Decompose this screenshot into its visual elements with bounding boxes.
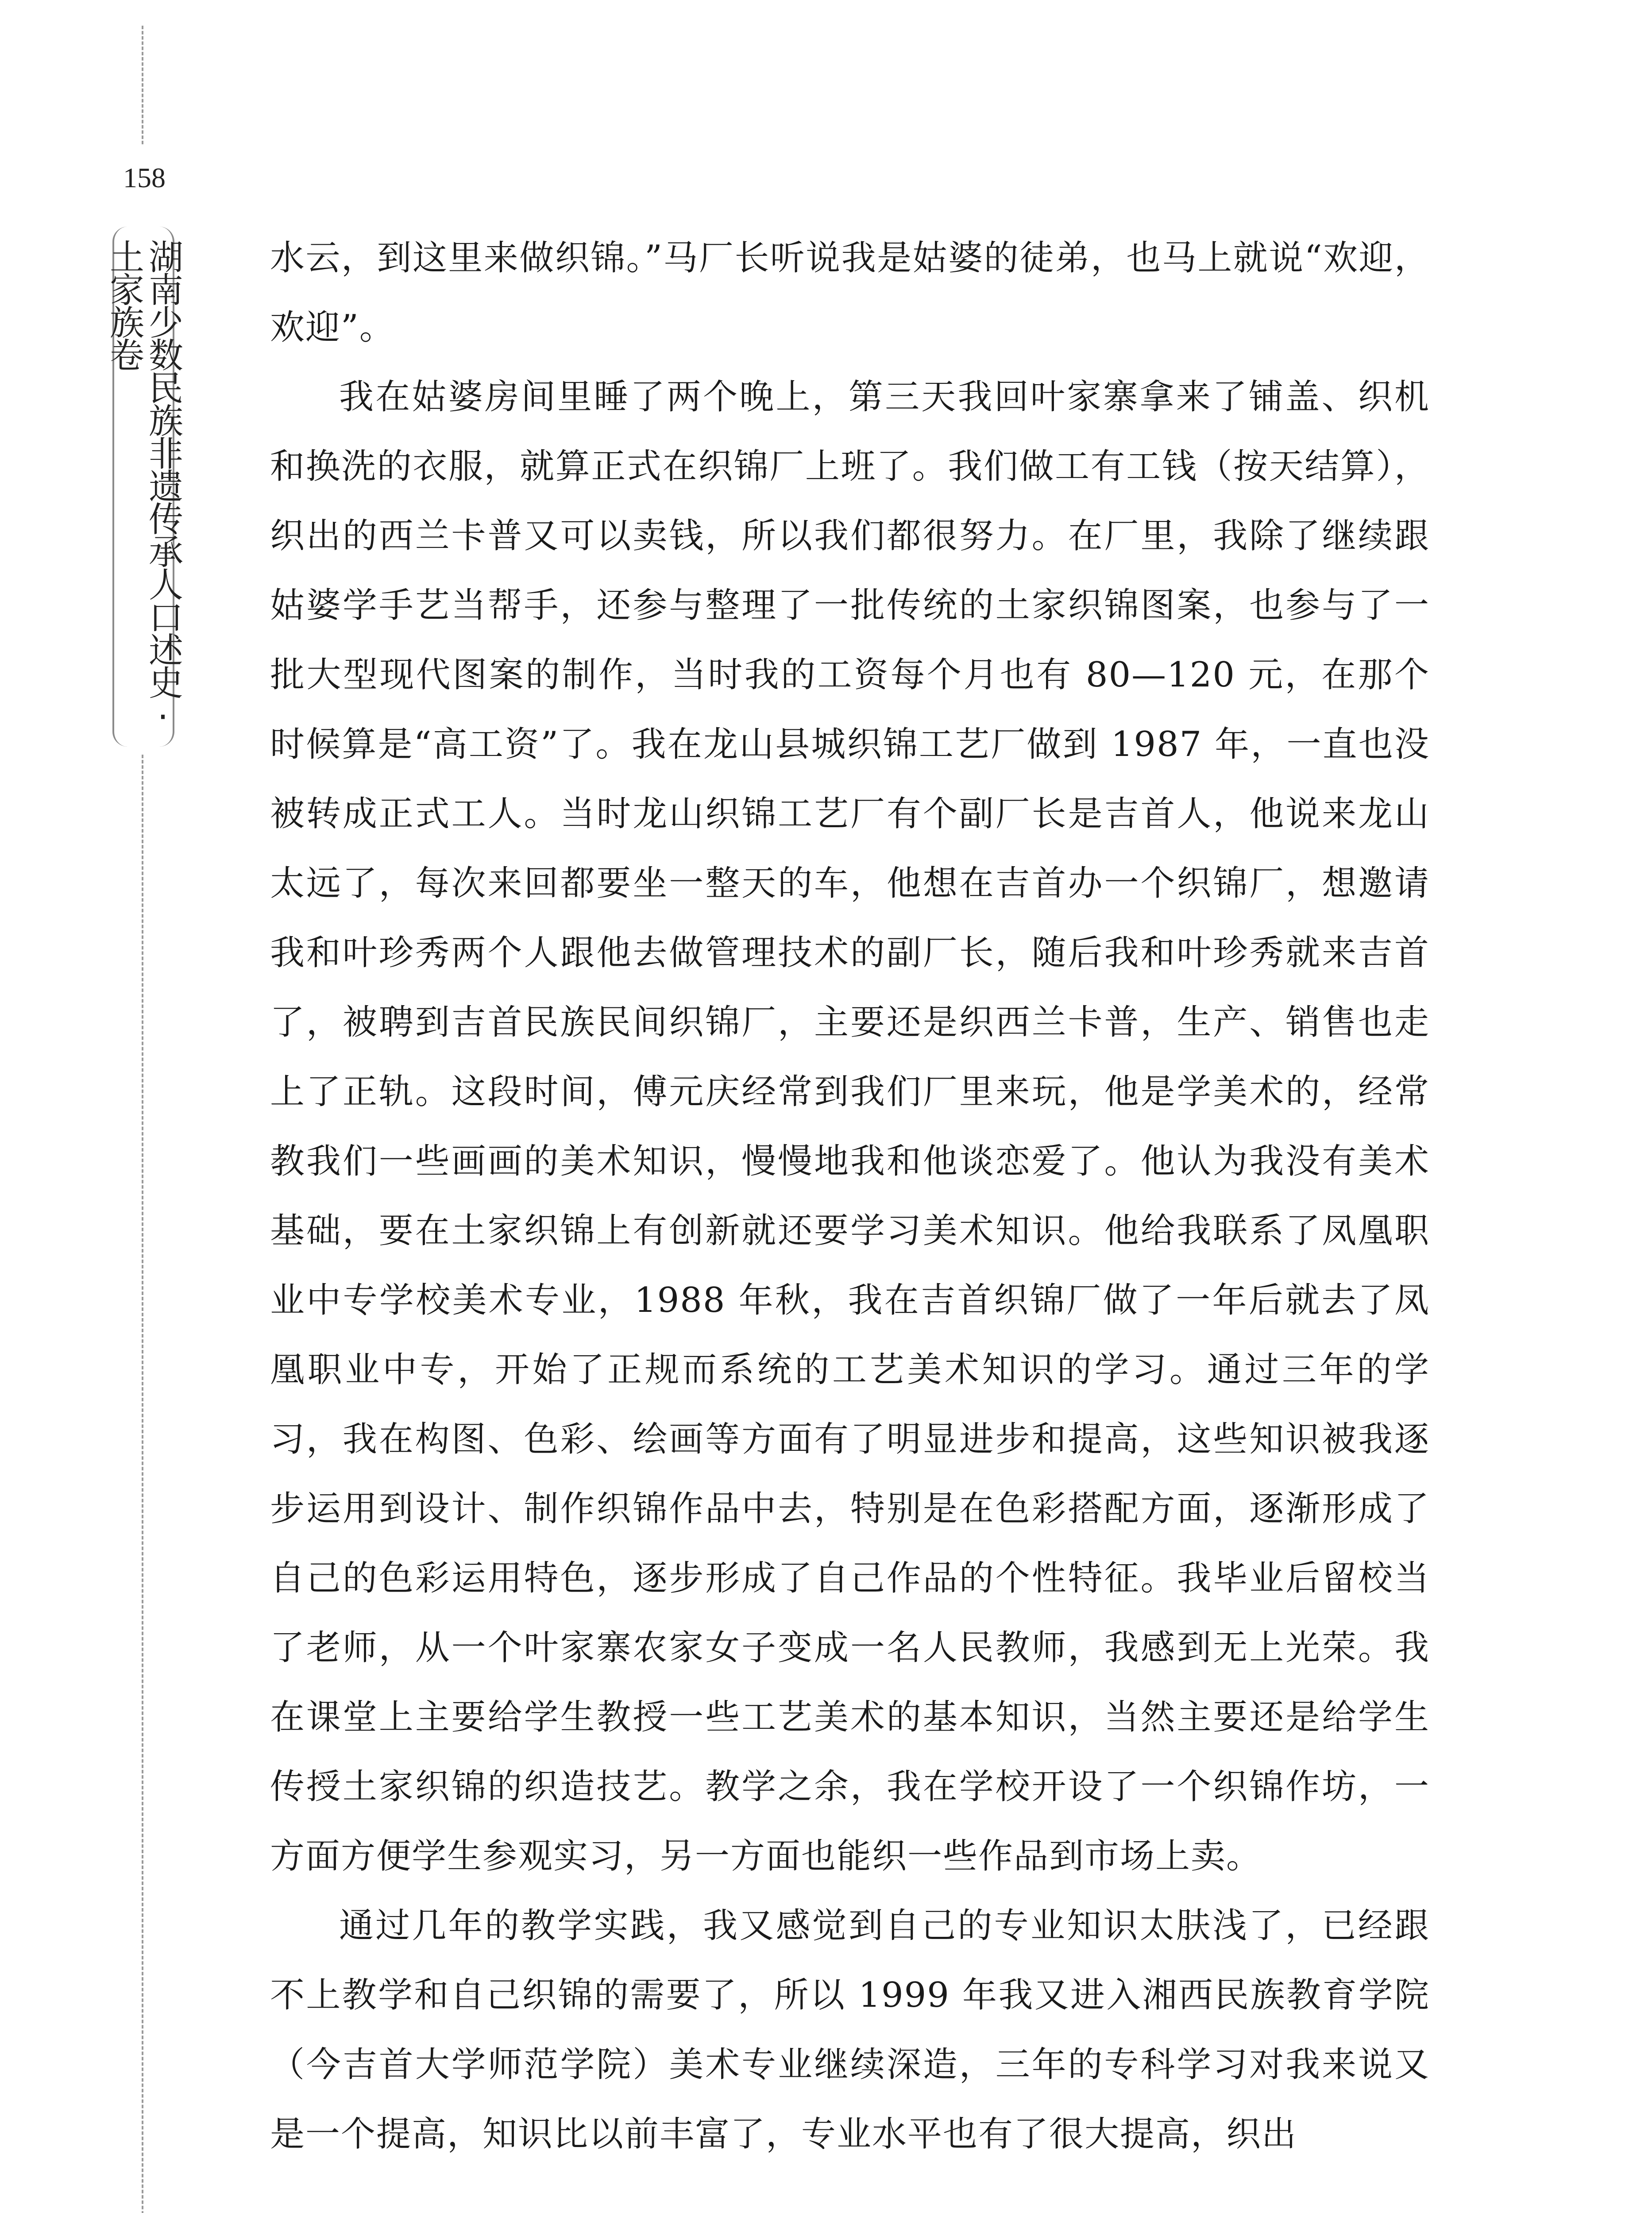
margin-dash-line-bottom [142, 755, 143, 2213]
paragraph: 通过几年的教学实践，我又感觉到自己的专业知识太肤浅了，已经跟不上教学和自己织锦的需要了，所以 1999 年我又进入湘西民族教育学院（今吉首大学师范学院）美术专业继续深造，三年的专科学习对我来说又是一个提高，知识比以前丰富了，专业水平也有了很大提高，织出 [270, 1906, 1430, 2154]
paragraph-continued: 水云，到这里来做织锦。”马厂长听说我是姑婆的徒弟，也马上就说“欢迎，欢迎”。 [270, 238, 1430, 347]
page-number: 158 [123, 162, 166, 193]
book-series-text: 湖南少数民族非遗传承人口述史·土家族卷 [104, 239, 183, 736]
body-text [270, 224, 1430, 2169]
paragraph: 我在姑婆房间里睡了两个晚上，第三天我回叶家寨拿来了铺盖、织机和换洗的衣服，就算正式在织锦厂上班了。我们做工有工钱（按天结算），织出的西兰卡普又可以卖钱，所以我们都很努力。在厂里，我除了继续跟姑婆学手艺当帮手，还参与整理了一批传统的土家织锦图案，也参与了一批大型现代图案的制作，当时我的工资每个月也有 80—120 元，在那个时候算是“高工资”了。我在龙山县城织锦工艺厂做到 1987 年，一直也没被转成正式工人。当时龙山织锦工艺厂有个副厂长是吉首人，他说来龙山太远了，每次来回都要坐一整天的车，他想在吉首办一个织锦厂，想邀请我和叶珍秀两个人跟他去做管理技术的副厂长，随后我和叶珍秀就来吉首了，被聘到吉首民族民间织锦厂，主要还是织西兰卡普，生产、销售也走上了正轨。这段时间，傅元庆经常到我们厂里来玩，他是学美术的，经常教我们一些画画的美术知识，慢慢地我和他谈恋爱了。他认为我没有美术基础，要在土家织锦上有创新就还要学习美术知识。他给我联系了凤凰职业中专学校美术专业，1988 年秋，我在吉首织锦厂做了一年后就去了凤凰职业中专，开始了正规而系统的工艺美术知识的学习。通过三年的学习，我在构图、色彩、绘画等方面有了明显进步和提高，这些知识被我逐步运用到设计、制作织锦作品中去，特别是在色彩搭配方面，逐渐形成了自己的色彩运用特色，逐步形成了自己作品的个性特征。我毕业后留校当了老师，从一个叶家寨农家女子变成一名人民教师，我感到无上光荣。我在课堂上主要给学生教授一些工艺美术的基本知识，当然主要还是给学生传授土家织锦的织造技艺。教学之余，我在学校开设了一个织锦作坊，一方面方便学生参观实习，另一方面也能织一些作品到市场上卖。 [270, 377, 1430, 1876]
margin-dash-line-top [142, 26, 143, 144]
book-series-title [104, 227, 183, 747]
